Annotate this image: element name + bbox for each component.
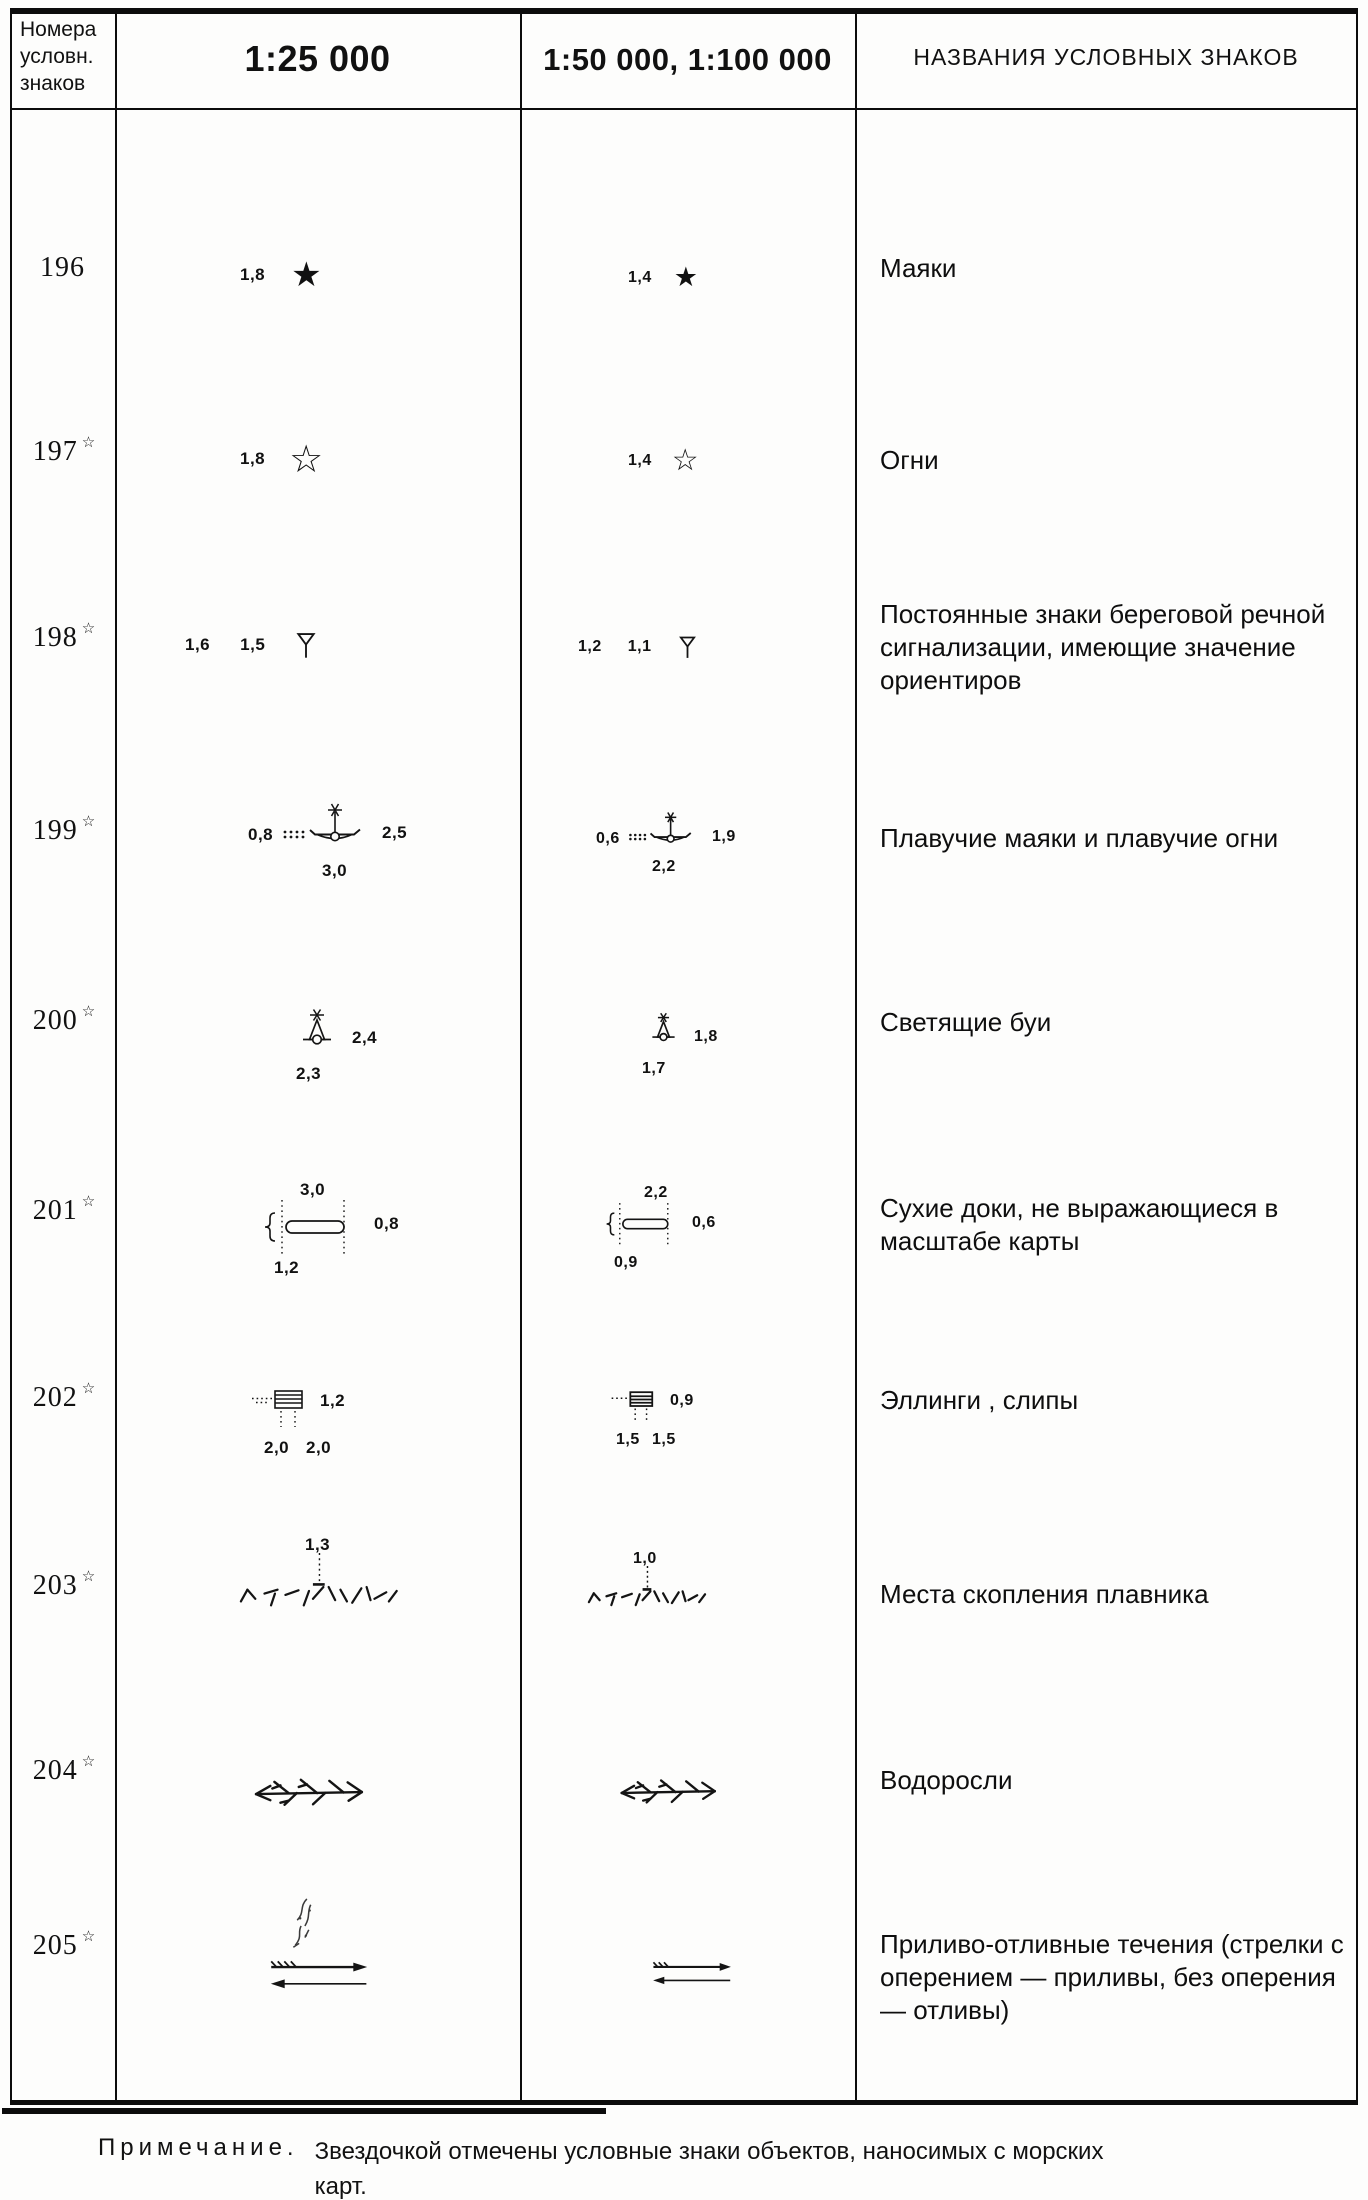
row-number: 203 ☆ <box>32 1567 97 1601</box>
dim-label: 1,8 <box>694 1028 718 1045</box>
symbol-200-25k <box>288 1008 398 1094</box>
header-names-col: НАЗВАНИЯ УСЛОВНЫХ ЗНАКОВ <box>913 44 1299 70</box>
row-name: Водоросли <box>880 1765 1013 1795</box>
symbol-203-25k <box>235 1535 415 1627</box>
seaweed-icon <box>618 1768 722 1809</box>
dim-label: 0,9 <box>614 1254 638 1271</box>
dim-label: 2,4 <box>352 1028 378 1047</box>
table-border-right <box>1356 8 1358 2104</box>
row-name: Постоянные знаки береговой речной сигнализации, имеющие значение ориентиров <box>880 599 1326 695</box>
dim-label: 1,9 <box>712 828 736 845</box>
dim-label: 1,5 <box>652 1431 676 1448</box>
light-star-icon: ☆ <box>289 437 324 481</box>
row-number: 198 ☆ <box>32 619 97 653</box>
symbol-200-50k <box>638 1012 738 1090</box>
symbol-199-25k <box>230 795 410 887</box>
sea-chart-star-mark: ☆ <box>81 1379 97 1397</box>
row-number: 204 ☆ <box>32 1752 97 1786</box>
header-scale-50000: 1:50 000, 1:100 000 <box>543 42 832 77</box>
row-number: 197 ☆ <box>32 433 97 467</box>
seaweed-icon <box>252 1766 370 1812</box>
row-name: Маяки <box>880 253 957 283</box>
dim-label: 1,5 <box>616 1431 640 1448</box>
footnote-label: Примечание. <box>98 2134 299 2161</box>
slipway-icon <box>610 1387 662 1425</box>
floating-lighthouse-icon <box>628 810 702 852</box>
row-name: Сухие доки, не выражающиеся в масштабе карты <box>880 1193 1279 1256</box>
dry-dock-icon <box>262 1196 362 1258</box>
column-divider-1 <box>115 8 117 2102</box>
header-scale-25000: 1:25 000 <box>244 38 391 79</box>
symbol-202-50k <box>610 1387 730 1457</box>
ink-smudge-artifact <box>285 1897 321 1953</box>
sea-chart-star-mark: ☆ <box>81 1002 97 1020</box>
symbol-199-50k <box>592 800 752 884</box>
column-divider-3 <box>855 8 857 2102</box>
row-name: Эллинги , слипы <box>880 1385 1079 1415</box>
header-numbers-line2: условн. <box>20 45 94 68</box>
driftwood-icon <box>585 1566 707 1607</box>
dim-label: 1,4 <box>628 268 652 286</box>
dim-label: 1,5 <box>240 634 266 654</box>
dim-label: 1,4 <box>628 452 652 469</box>
symbol-197-50k <box>628 443 699 478</box>
symbol-196-50k <box>628 264 698 291</box>
table-border-left <box>10 8 12 2104</box>
footnote <box>98 2134 1150 2200</box>
row-number: 196 <box>40 252 85 283</box>
lighthouse-star-icon: ★ <box>673 262 698 293</box>
table-border-top <box>10 8 1358 14</box>
symbol-203-50k <box>585 1550 725 1626</box>
tidal-current-arrows-icon <box>652 1958 732 1987</box>
sea-chart-star-mark: ☆ <box>81 1752 97 1770</box>
dim-label: 2,0 <box>264 1438 290 1457</box>
lighthouse-star-icon: ★ <box>291 255 322 295</box>
dim-label: 2,3 <box>296 1064 322 1083</box>
sea-chart-star-mark: ☆ <box>81 433 97 451</box>
dim-label: 1,2 <box>320 1391 346 1410</box>
dim-label: 2,5 <box>382 823 408 842</box>
dim-label: 0,6 <box>596 830 620 847</box>
footnote-text: Звездочкой отмечены условные знаки объектов, наносимых с морских карт. <box>314 2138 1104 2200</box>
dim-label: 2,2 <box>644 1184 668 1201</box>
sea-chart-star-mark: ☆ <box>81 619 97 637</box>
dim-label: 0,6 <box>692 1214 716 1231</box>
row-number: 202 ☆ <box>32 1379 97 1413</box>
dim-label: 1,1 <box>627 637 652 655</box>
driftwood-icon <box>235 1553 400 1608</box>
dim-label: 1,2 <box>578 637 602 655</box>
dry-dock-icon <box>604 1200 682 1248</box>
symbol-197-25k <box>240 437 324 481</box>
header-numbers-line1: Номера <box>20 18 97 41</box>
river-signal-beacon-icon <box>295 630 317 659</box>
river-signal-beacon-icon <box>678 634 697 659</box>
symbol-201-50k <box>600 1184 740 1280</box>
dim-label: 1,0 <box>633 1550 657 1567</box>
row-number: 205 ☆ <box>32 1927 97 1961</box>
sea-chart-star-mark: ☆ <box>81 1927 97 1945</box>
sea-chart-star-mark: ☆ <box>81 1567 97 1585</box>
row-name: Места скопления плавника <box>880 1579 1209 1609</box>
tidal-current-arrows-icon <box>270 1952 368 1996</box>
row-name: Светящие буи <box>880 1007 1052 1037</box>
row-name: Приливо-отливные течения (стрелки с оперением — приливы, без оперения — отливы) <box>880 1929 1344 2025</box>
dim-label: 0,8 <box>248 825 274 844</box>
sea-chart-star-mark: ☆ <box>81 1192 97 1210</box>
dim-label: 1,2 <box>274 1258 300 1277</box>
scan-artifact-line <box>2 2108 606 2114</box>
dim-label: 0,9 <box>670 1392 694 1409</box>
dim-label: 2,0 <box>306 1438 332 1457</box>
dim-label: 1,8 <box>240 449 266 468</box>
symbol-196-25k <box>240 255 322 295</box>
row-number: 201 ☆ <box>32 1192 97 1226</box>
floating-lighthouse-icon <box>282 801 374 853</box>
header-underline <box>10 108 1358 110</box>
light-buoy-icon <box>650 1012 677 1047</box>
dim-label: 2,2 <box>652 858 676 875</box>
row-number: 199 ☆ <box>32 812 97 846</box>
symbol-198-50k <box>578 634 697 659</box>
row-number: 200 ☆ <box>32 1002 97 1036</box>
dim-label: 1,7 <box>642 1060 666 1077</box>
row-name: Огни <box>880 445 939 475</box>
light-buoy-icon <box>300 1008 334 1052</box>
symbol-198-25k <box>185 630 317 659</box>
dim-label: 3,0 <box>322 861 348 880</box>
dim-label: 1,6 <box>185 634 211 654</box>
dim-label: 1,8 <box>240 265 266 284</box>
sea-chart-star-mark: ☆ <box>81 812 97 830</box>
header-numbers-col <box>20 16 112 97</box>
column-divider-2 <box>520 8 522 2102</box>
light-star-icon: ☆ <box>671 443 699 478</box>
dim-label: 3,0 <box>300 1180 326 1199</box>
symbol-202-25k <box>250 1385 390 1465</box>
header-numbers-line3: знаков <box>20 72 86 95</box>
dim-label: 1,3 <box>305 1535 331 1554</box>
dim-label: 0,8 <box>374 1214 400 1233</box>
slipway-icon <box>250 1385 314 1431</box>
symbol-201-25k <box>252 1180 412 1284</box>
row-name: Плавучие маяки и плавучие огни <box>880 823 1279 853</box>
table-border-bottom <box>10 2100 1358 2105</box>
